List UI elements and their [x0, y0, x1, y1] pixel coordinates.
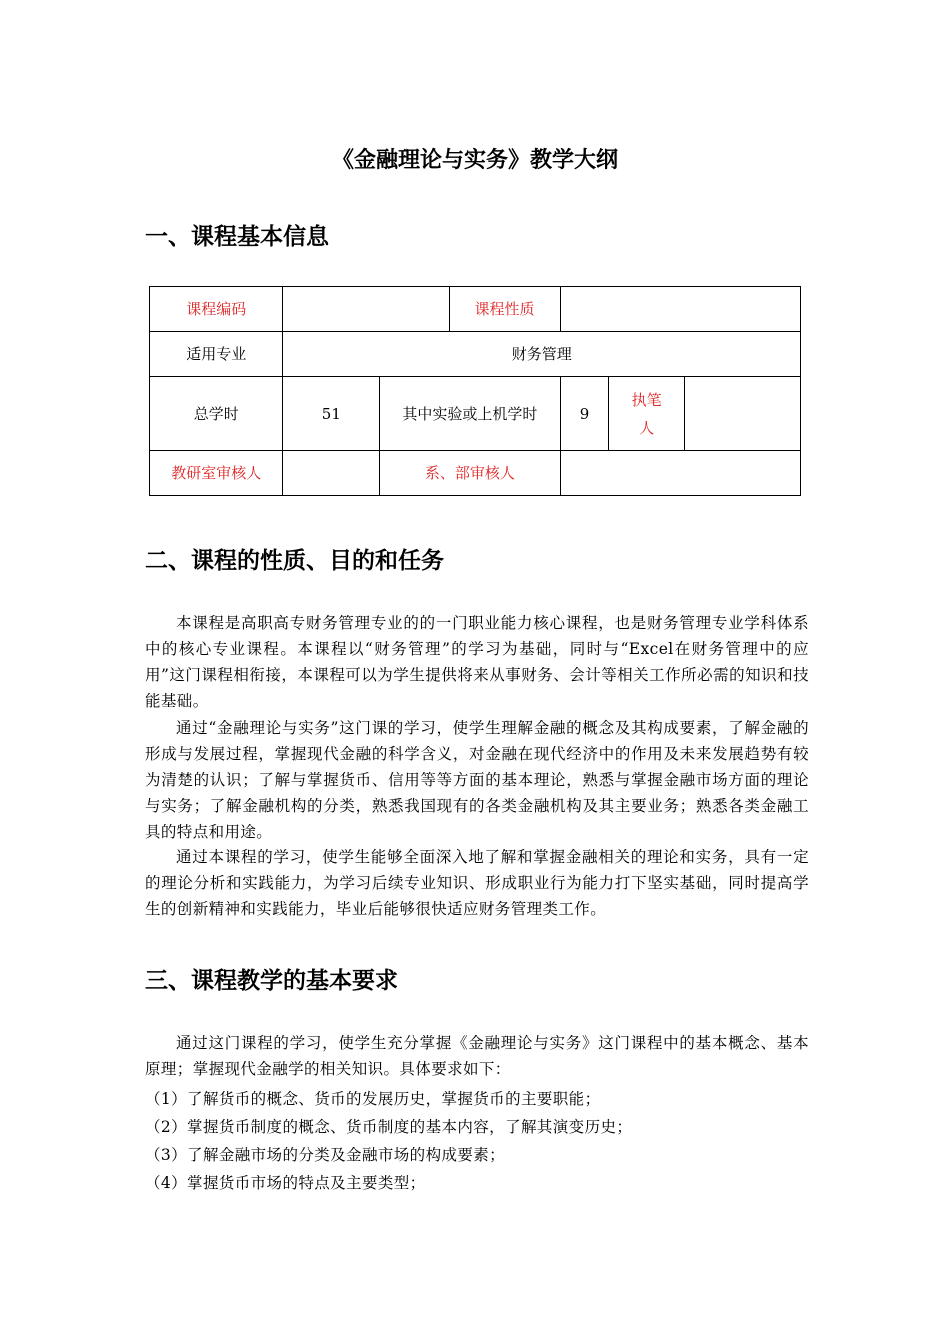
list-item: （1）了解货币的概念、货币的发展历史，掌握货币的主要职能；	[145, 1090, 601, 1108]
section-heading-basic-info: 一、课程基本信息	[145, 224, 329, 250]
lab-hours-label: 其中实验或上机学时	[380, 377, 560, 451]
list-item: （2）掌握货币制度的概念、货币制度的基本内容，了解其演变历史；	[145, 1118, 633, 1136]
dept-reviewer-value	[283, 451, 380, 496]
requirements-list	[145, 1085, 809, 1197]
requirements-intro: 通过这门课程的学习，使学生充分掌握《金融理论与实务》这门课程中的基本概念、基本原理；掌握现代金融学的相关知识。具体要求如下：	[145, 1034, 809, 1078]
major-value: 财务管理	[283, 332, 801, 377]
course-nature-label: 课程性质	[449, 287, 560, 332]
total-hours-value: 51	[283, 377, 380, 451]
course-code-label: 课程编码	[150, 287, 283, 332]
course-code-value	[283, 287, 449, 332]
list-item: （3）了解金融市场的分类及金融市场的构成要素；	[145, 1146, 506, 1164]
body-paragraph: 通过“金融理论与实务”这门课的学习，使学生理解金融的概念及其构成要素，了解金融的形成与发展过程，掌握现代金融的科学含义，对金融在现代经济中的作用及未来发展趋势有较为清楚的认识；了解与掌握货币、信用等等方面的基本理论，熟悉与掌握金融市场方面的理论与实务；了解金融机构的分类，熟悉我国现有的各类金融机构及其主要业务；熟悉各类金融工具的特点和用途。	[145, 719, 809, 841]
author-value	[684, 377, 800, 451]
course-nature-value	[560, 287, 800, 332]
list-item: （4）掌握货币市场的特点及主要类型；	[145, 1174, 426, 1192]
major-label: 适用专业	[150, 332, 283, 377]
author-label: 执笔人	[609, 377, 684, 451]
lab-hours-value: 9	[560, 377, 609, 451]
section-heading-nature-purpose: 二、课程的性质、目的和任务	[145, 548, 444, 574]
body-paragraph: 本课程是高职高专财务管理专业的的一门职业能力核心课程，也是财务管理专业学科体系中的核心专业课程。本课程以“财务管理”的学习为基础，同时与“Excel在财务管理中的应用”这门课程相衔接，本课程可以为学生提供将来从事财务、会计等相关工作所必需的知识和技能基础。	[145, 614, 809, 710]
document-title: 《金融理论与实务》教学大纲	[331, 148, 618, 173]
section-heading-requirements: 三、课程教学的基本要求	[145, 968, 398, 994]
dept-reviewer-label: 教研室审核人	[150, 451, 283, 496]
course-info-table	[149, 286, 801, 496]
faculty-reviewer-value	[560, 451, 800, 496]
total-hours-label: 总学时	[150, 377, 283, 451]
faculty-reviewer-label: 系、部审核人	[380, 451, 560, 496]
body-paragraph: 通过本课程的学习，使学生能够全面深入地了解和掌握金融相关的理论和实务，具有一定的理论分析和实践能力，为学习后续专业知识、形成职业行为能力打下坚实基础，同时提高学生的创新精神和实践能力，毕业后能够很快适应财务管理类工作。	[145, 848, 809, 918]
